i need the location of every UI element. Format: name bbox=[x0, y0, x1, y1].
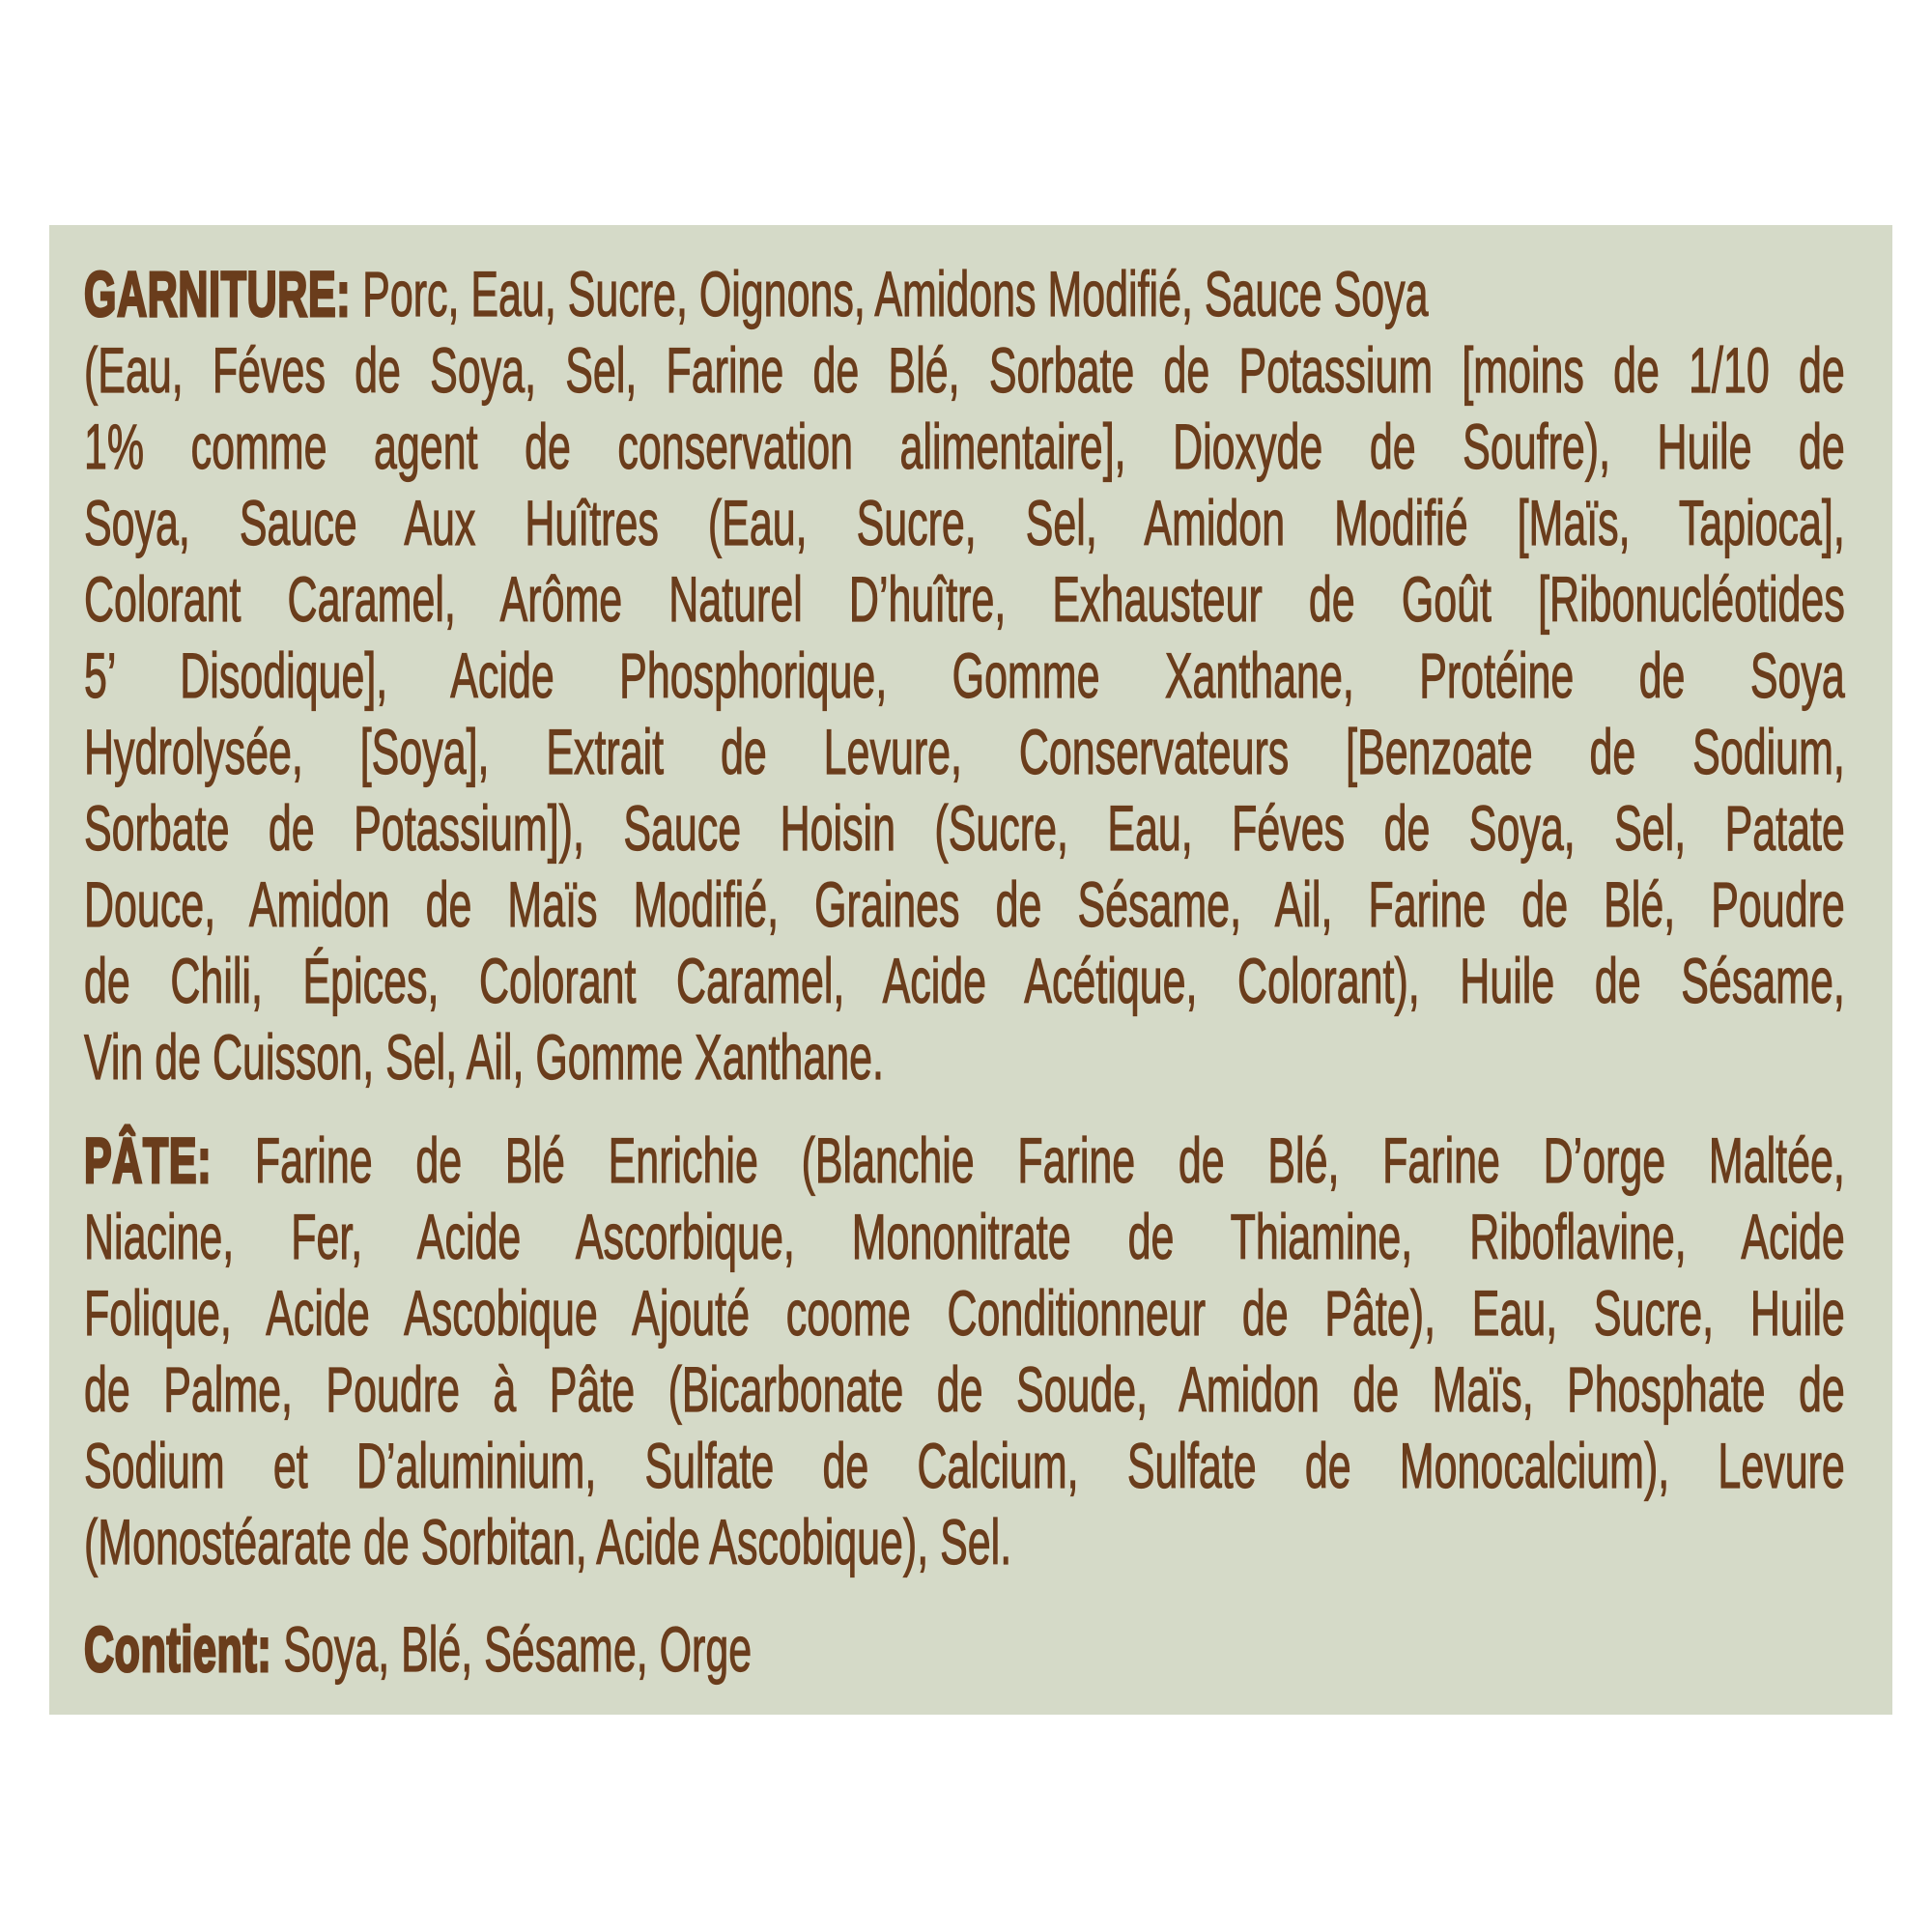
ingredient-line: (Eau, Féves de Soya, Sel, Farine de Blé, Sorbate de Potassium [moins de 1/10 de bbox=[84, 334, 1845, 406]
ingredient-line: de Chili, Épices, Colorant Caramel, Acide Acétique, Colorant), Huile de Sésame, bbox=[84, 945, 1845, 1016]
contient-section bbox=[84, 1611, 1845, 1688]
ingredient-text: Soya, Blé, Sésame, Orge bbox=[271, 1613, 753, 1685]
ingredient-line: 1% comme agent de conservation alimentaire], Dioxyde de Soufre), Huile de bbox=[84, 411, 1845, 482]
garniture-section bbox=[84, 256, 1845, 1095]
ingredient-text: Porc, Eau, Sucre, Oignons, Amidons Modifié, Sauce Soya bbox=[351, 258, 1429, 329]
ingredient-text: Farine de Blé Enrichie (Blanchie Farine de Blé, Farine D’orge Maltée, bbox=[212, 1124, 1845, 1196]
ingredients-panel bbox=[49, 225, 1892, 1715]
section-label: Contient: bbox=[84, 1613, 272, 1685]
ingredient-line: Douce, Amidon de Maïs Modifié, Graines de Sésame, Ail, Farine de Blé, Poudre bbox=[84, 868, 1845, 940]
ingredient-line: Sorbate de Potassium]), Sauce Hoisin (Sucre, Eau, Féves de Soya, Sel, Patate bbox=[84, 792, 1845, 864]
ingredient-line: Niacine, Fer, Acide Ascorbique, Mononitrate de Thiamine, Riboflavine, Acide bbox=[84, 1201, 1845, 1272]
section-label: PÂTE: bbox=[84, 1124, 213, 1196]
ingredient-line: Soya, Sauce Aux Huîtres (Eau, Sucre, Sel, Amidon Modifié [Maïs, Tapioca], bbox=[84, 487, 1845, 558]
ingredient-line: de Palme, Poudre à Pâte (Bicarbonate de Soude, Amidon de Maïs, Phosphate de bbox=[84, 1353, 1845, 1425]
ingredient-line: Folique, Acide Ascobique Ajouté coome Conditionneur de Pâte), Eau, Sucre, Huile bbox=[84, 1277, 1845, 1349]
ingredient-line bbox=[84, 1122, 1845, 1199]
ingredient-line: (Monostéarate de Sorbitan, Acide Ascobique), Sel. bbox=[84, 1506, 1012, 1577]
ingredient-line bbox=[84, 256, 1845, 332]
ingredient-line: Sodium et D’aluminium, Sulfate de Calcium, Sulfate de Monocalcium), Levure bbox=[84, 1430, 1845, 1501]
ingredient-line bbox=[84, 1611, 1845, 1688]
ingredient-line: 5’ Disodique], Acide Phosphorique, Gomme Xanthane, Protéine de Soya bbox=[84, 639, 1845, 711]
pate-section bbox=[84, 1122, 1845, 1580]
ingredient-line: Vin de Cuisson, Sel, Ail, Gomme Xanthane. bbox=[84, 1021, 884, 1093]
section-label: GARNITURE: bbox=[84, 258, 352, 329]
ingredient-line: Hydrolysée, [Soya], Extrait de Levure, Conservateurs [Benzoate de Sodium, bbox=[84, 716, 1845, 787]
ingredient-line: Colorant Caramel, Arôme Naturel D’huître, Exhausteur de Goût [Ribonucléotides bbox=[84, 563, 1845, 635]
